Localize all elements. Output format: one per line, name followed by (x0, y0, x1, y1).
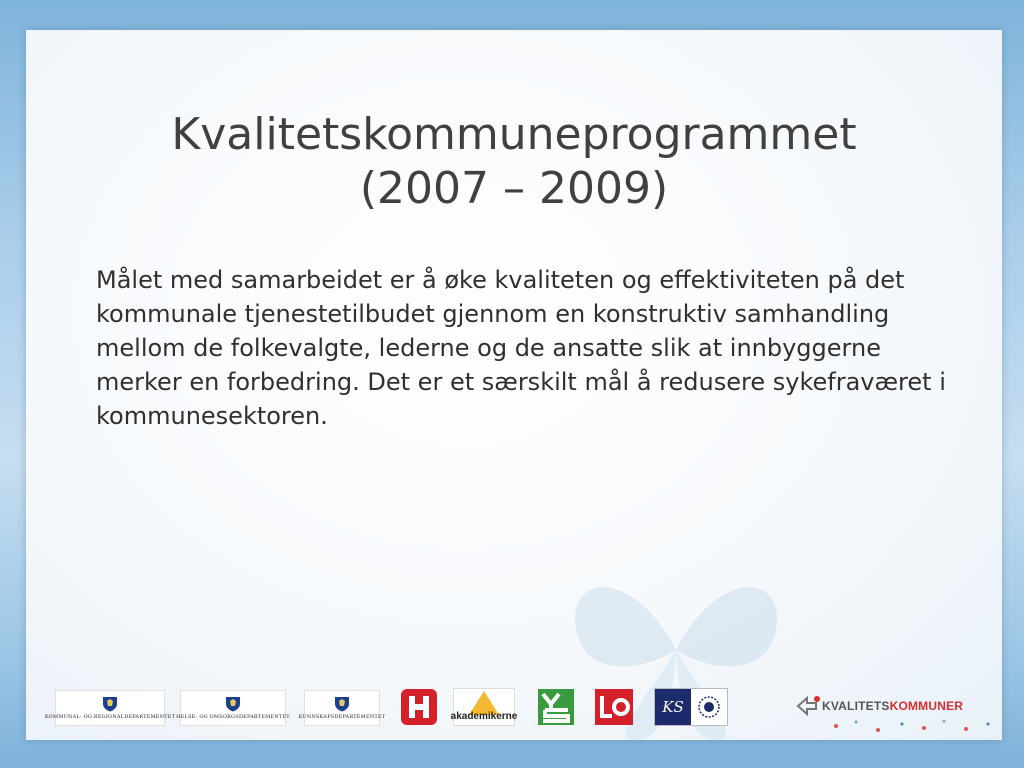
ks-label: KS (655, 689, 691, 725)
logo-bar (26, 680, 1002, 740)
crest-icon (333, 696, 351, 712)
logo-ys-icon (537, 688, 575, 726)
ks-star-emblem (691, 689, 727, 725)
body-paragraph: Målet med samarbeidet er å øke kvaliteten og effektiviteten på det kommunale tjenestetilbudet gjennom en konstruktiv samhandling mellom de folkevalgte, lederne og de ansatte slik at innbyggerne merker en forbedring. Det er et særskilt mål å redusere sykefraværet i kommunesektoren. (96, 266, 946, 430)
crest-icon (224, 696, 242, 712)
slide (26, 30, 1002, 740)
logo-kunnskapsdepartementet (298, 690, 386, 726)
logo-caption: KUNNSKAPSDEPARTEMENTET (298, 714, 386, 720)
slide-title (26, 108, 1002, 216)
confetti-decoration (826, 714, 1002, 738)
logo-ks (654, 688, 728, 726)
logo-akademikerne: akademikerne (453, 688, 515, 726)
logo-kvalitetskommuner: KVALITETS KOMMUNER (796, 694, 963, 718)
logo-caption: HELSE- OG OMSORGSDEPARTEMENTET (176, 714, 290, 720)
title-line-2: (2007 – 2009) (359, 163, 669, 214)
kvalitetskommuner-mark-icon (796, 694, 822, 718)
logo-h-union-icon (400, 688, 438, 726)
logo-caption: KOMMUNAL- OG REGIONALDEPARTEMENTET (44, 714, 176, 720)
crest-icon (101, 696, 119, 712)
logo-kommunal-regionaldepartementet (44, 690, 176, 726)
star-circle-icon (697, 695, 721, 719)
logo-lo-icon (594, 688, 634, 726)
title-line-1: Kvalitetskommuneprogrammet (171, 109, 857, 160)
logo-helse-omsorgsdepartementet (176, 690, 290, 726)
